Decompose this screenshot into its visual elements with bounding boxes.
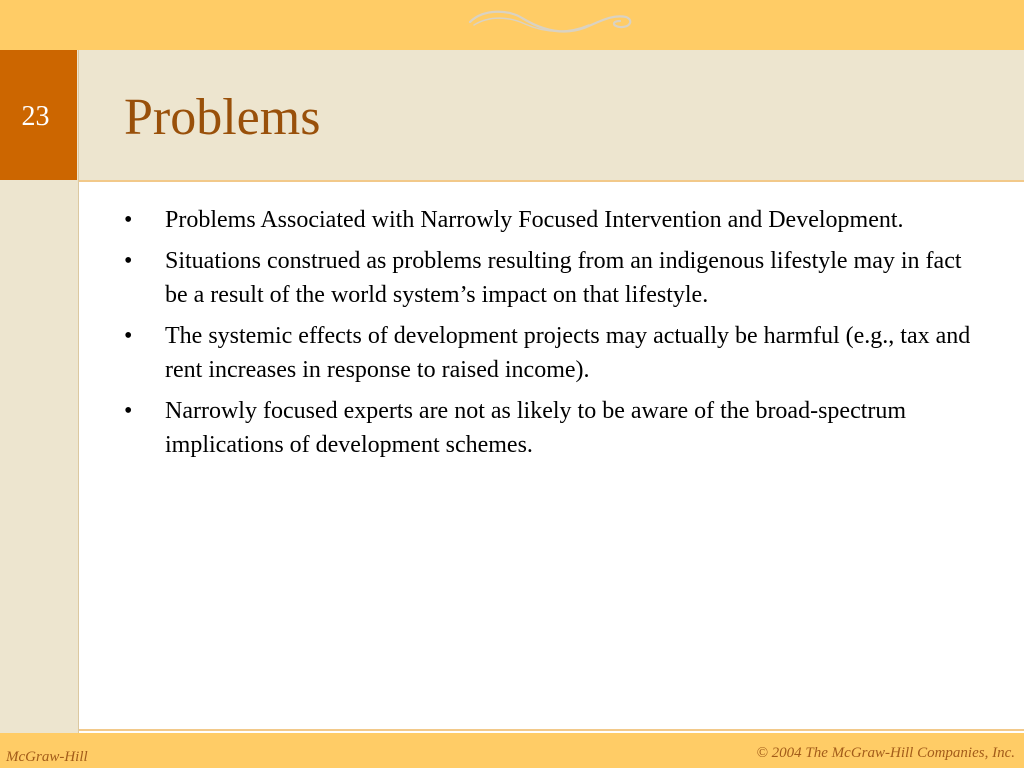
footer-copyright: © 2004 The McGraw-Hill Companies, Inc.: [756, 745, 1015, 761]
footer-publisher: McGraw-Hill: [6, 749, 88, 765]
slide-content: [124, 203, 990, 469]
bullet-text: Narrowly focused experts are not as likely to be aware of the broad-spectrum implications of development schemes.: [165, 398, 907, 458]
bullet-item: [124, 394, 990, 462]
bullet-icon: •: [124, 248, 133, 274]
bullet-icon: •: [124, 207, 133, 233]
bullet-list: [124, 203, 990, 462]
bullet-item: [124, 244, 990, 312]
top-header-band: [0, 0, 1024, 50]
bullet-text: Problems Associated with Narrowly Focused Intervention and Development.: [165, 207, 904, 233]
swirl-ornament-icon: [462, 4, 636, 38]
bottom-divider: [79, 729, 1024, 731]
bullet-text: The systemic effects of development projects may actually be harmful (e.g., tax and rent increases in response to raised income).: [165, 323, 971, 383]
slide-title: Problems: [124, 89, 321, 146]
bullet-item: [124, 319, 990, 387]
slide-number: 23: [21, 101, 50, 132]
bullet-text: Situations construed as problems resulting from an indigenous lifestyle may in fact be a result of the world system’s impact on that lifestyle.: [165, 248, 962, 308]
bullet-item: [124, 203, 990, 237]
bullet-icon: •: [124, 323, 133, 349]
bullet-icon: •: [124, 398, 133, 424]
